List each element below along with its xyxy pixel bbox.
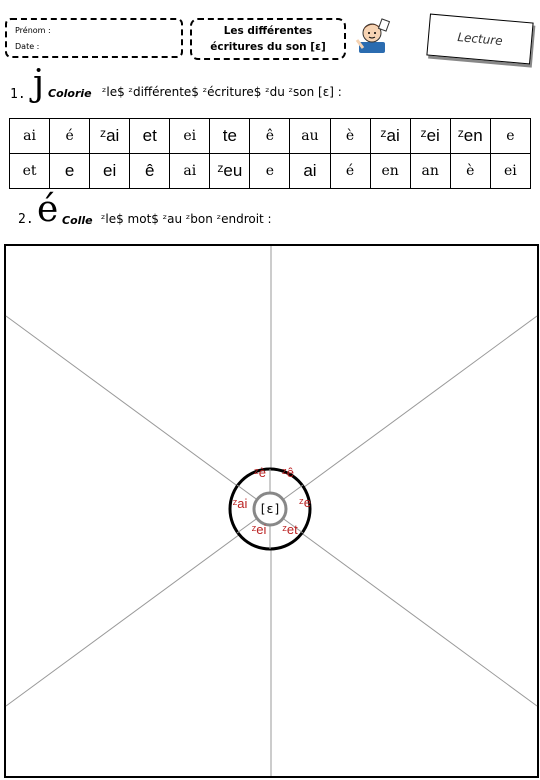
grid-row-2 [10, 154, 531, 189]
exercise2-verb: Colle [62, 214, 93, 227]
exercise1-number: 1. [10, 87, 26, 102]
sorting-board[interactable] [4, 244, 539, 778]
lecture-label: Lecture [456, 30, 504, 48]
board-label: ᶻai [232, 496, 248, 511]
grid-cell[interactable]: é [50, 119, 90, 154]
exercise1-instruction: ᶻle$ ᶻdifférente$ ᶻécriture$ ᶻdu ᶻson [ɛ] : [102, 85, 342, 99]
title-line-2: écritures du son [ɛ] [210, 41, 326, 53]
grid-cell[interactable]: e [50, 154, 90, 189]
grid-cell[interactable]: ei [90, 154, 130, 189]
grid-row-1 [10, 119, 531, 154]
lecture-label-box [426, 14, 533, 65]
grid-cell[interactable]: ai [170, 154, 210, 189]
prenom-label: Prénom : [15, 26, 51, 35]
grid-cell[interactable]: é [330, 154, 370, 189]
board-label: ᶻê [282, 465, 294, 480]
board-label: ᶻei [251, 522, 267, 537]
grid-cell[interactable]: ei [490, 154, 530, 189]
board-label: ᶻè [254, 465, 266, 480]
grid-cell[interactable]: ᶻeu [210, 154, 250, 189]
grid-cell[interactable]: en [370, 154, 410, 189]
grid-cell[interactable]: ᶻei [410, 119, 450, 154]
exercise1-verb: Colorie [48, 87, 92, 100]
grid-cell[interactable]: ê [250, 119, 290, 154]
grid-cell[interactable]: è [450, 154, 490, 189]
board-label: ᶻet [282, 522, 298, 537]
date-label: Date : [15, 42, 40, 51]
sound-grid [9, 118, 531, 189]
exercise1-letter: j [33, 63, 45, 104]
title-line-1: Les différentes [223, 25, 313, 37]
grid-cell[interactable]: ê [130, 154, 170, 189]
grid-cell[interactable]: et [130, 119, 170, 154]
grid-cell[interactable]: ai [290, 154, 330, 189]
board-label: ᶻe [299, 495, 311, 510]
grid-cell[interactable]: an [410, 154, 450, 189]
child-reading-icon [355, 18, 391, 56]
grid-cell[interactable]: è [330, 119, 370, 154]
exercise2-letter: é [37, 189, 59, 230]
grid-cell[interactable]: au [290, 119, 330, 154]
grid-cell[interactable]: ai [10, 119, 50, 154]
grid-cell[interactable]: te [210, 119, 250, 154]
grid-cell[interactable]: e [250, 154, 290, 189]
grid-cell[interactable]: ᶻen [450, 119, 490, 154]
grid-cell[interactable]: e [490, 119, 530, 154]
grid-cell[interactable]: ᶻai [370, 119, 410, 154]
exercise2-instruction: ᶻle$ mot$ ᶻau ᶻbon ᶻendroit : [101, 212, 272, 226]
grid-cell[interactable]: et [10, 154, 50, 189]
grid-cell[interactable]: ᶻai [90, 119, 130, 154]
grid-cell[interactable]: ei [170, 119, 210, 154]
center-symbol: [ɛ] [259, 502, 281, 516]
exercise2-number: 2. [18, 212, 34, 227]
worksheet-title [190, 18, 346, 60]
name-date-box [5, 18, 183, 58]
